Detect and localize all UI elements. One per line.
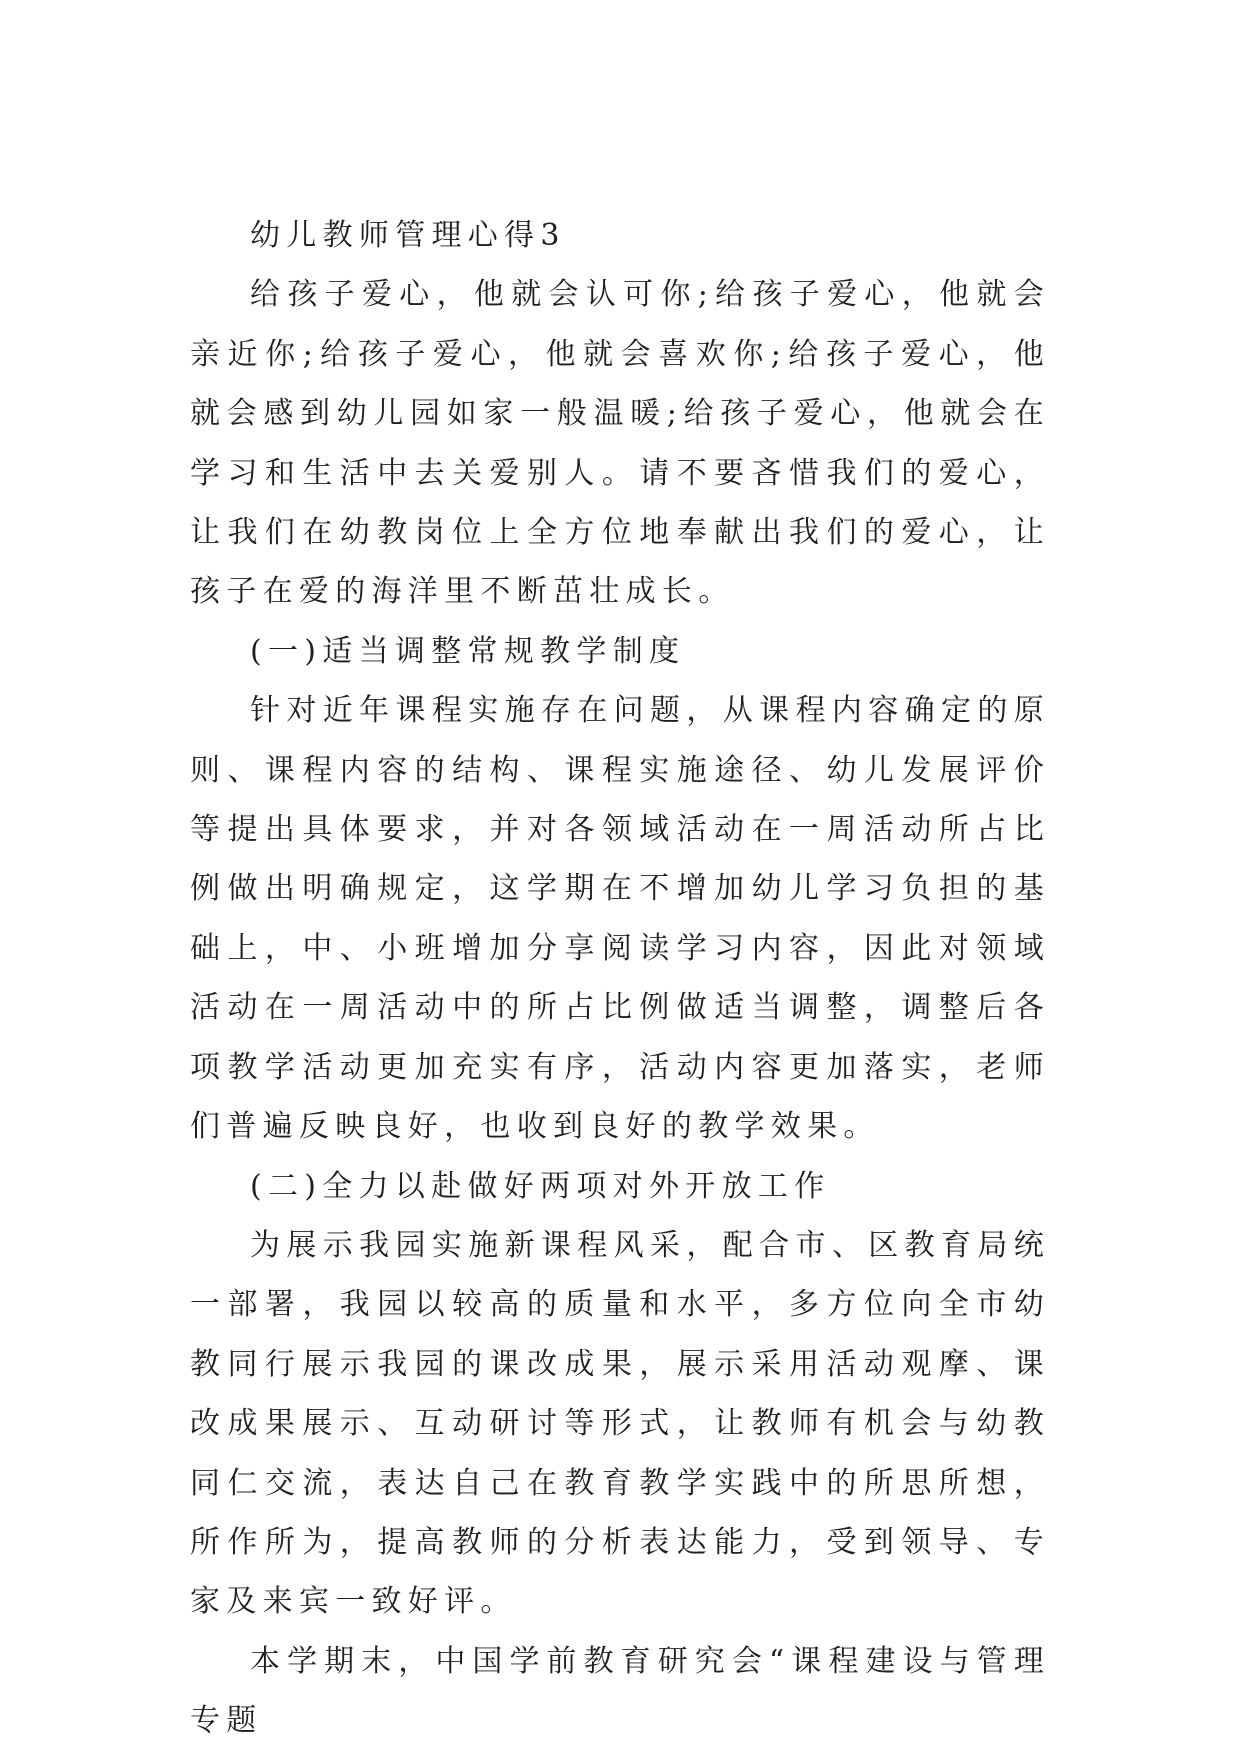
document-body xyxy=(190,206,1050,1751)
paragraph-love: 给孩子爱心，他就会认可你;给孩子爱心，他就会亲近你;给孩子爱心，他就会喜欢你;给孩子爱心，他就会感到幼儿园如家一般温暖;给孩子爱心，他就会在学习和生活中去关爱别人。请不要吝惜我们的爱心，让我们在幼教岗位上全方位地奉献出我们的爱心，让孩子在爱的海洋里不断茁壮成长。 xyxy=(190,277,1050,610)
paragraph-semester-end: 本学期末，中国学前教育研究会“课程建设与管理专题 xyxy=(190,1643,1050,1739)
section-heading-2: (二)全力以赴做好两项对外开放工作 xyxy=(250,1168,831,1204)
document-heading: 幼儿教师管理心得3 xyxy=(250,218,566,253)
paragraph-open-work: 为展示我园实施新课程风采，配合市、区教育局统一部署，我园以较高的质量和水平，多方位向全市幼教同行展示我园的课改成果，展示采用活动观摩、课改成果展示、互动研讨等形式，让教师有机会与幼教同仁交流，表达自己在教育教学实践中的所思所想，所作所为，提高教师的分析表达能力，受到领导、专家及来宾一致好评。 xyxy=(190,1227,1050,1620)
paragraph-curriculum: 针对近年课程实施存在问题，从课程内容确定的原则、课程内容的结构、课程实施途径、幼儿发展评价等提出具体要求，并对各领域活动在一周活动所占比例做出明确规定，这学期在不增加幼儿学习负担的基础上，中、小班增加分享阅读学习内容，因此对领域活动在一周活动中的所占比例做适当调整，调整后各项教学活动更加充实有序，活动内容更加落实，老师们普遍反映良好，也收到良好的教学效果。 xyxy=(190,693,1050,1145)
section-heading-1: (一)适当调整常规教学制度 xyxy=(250,633,686,669)
